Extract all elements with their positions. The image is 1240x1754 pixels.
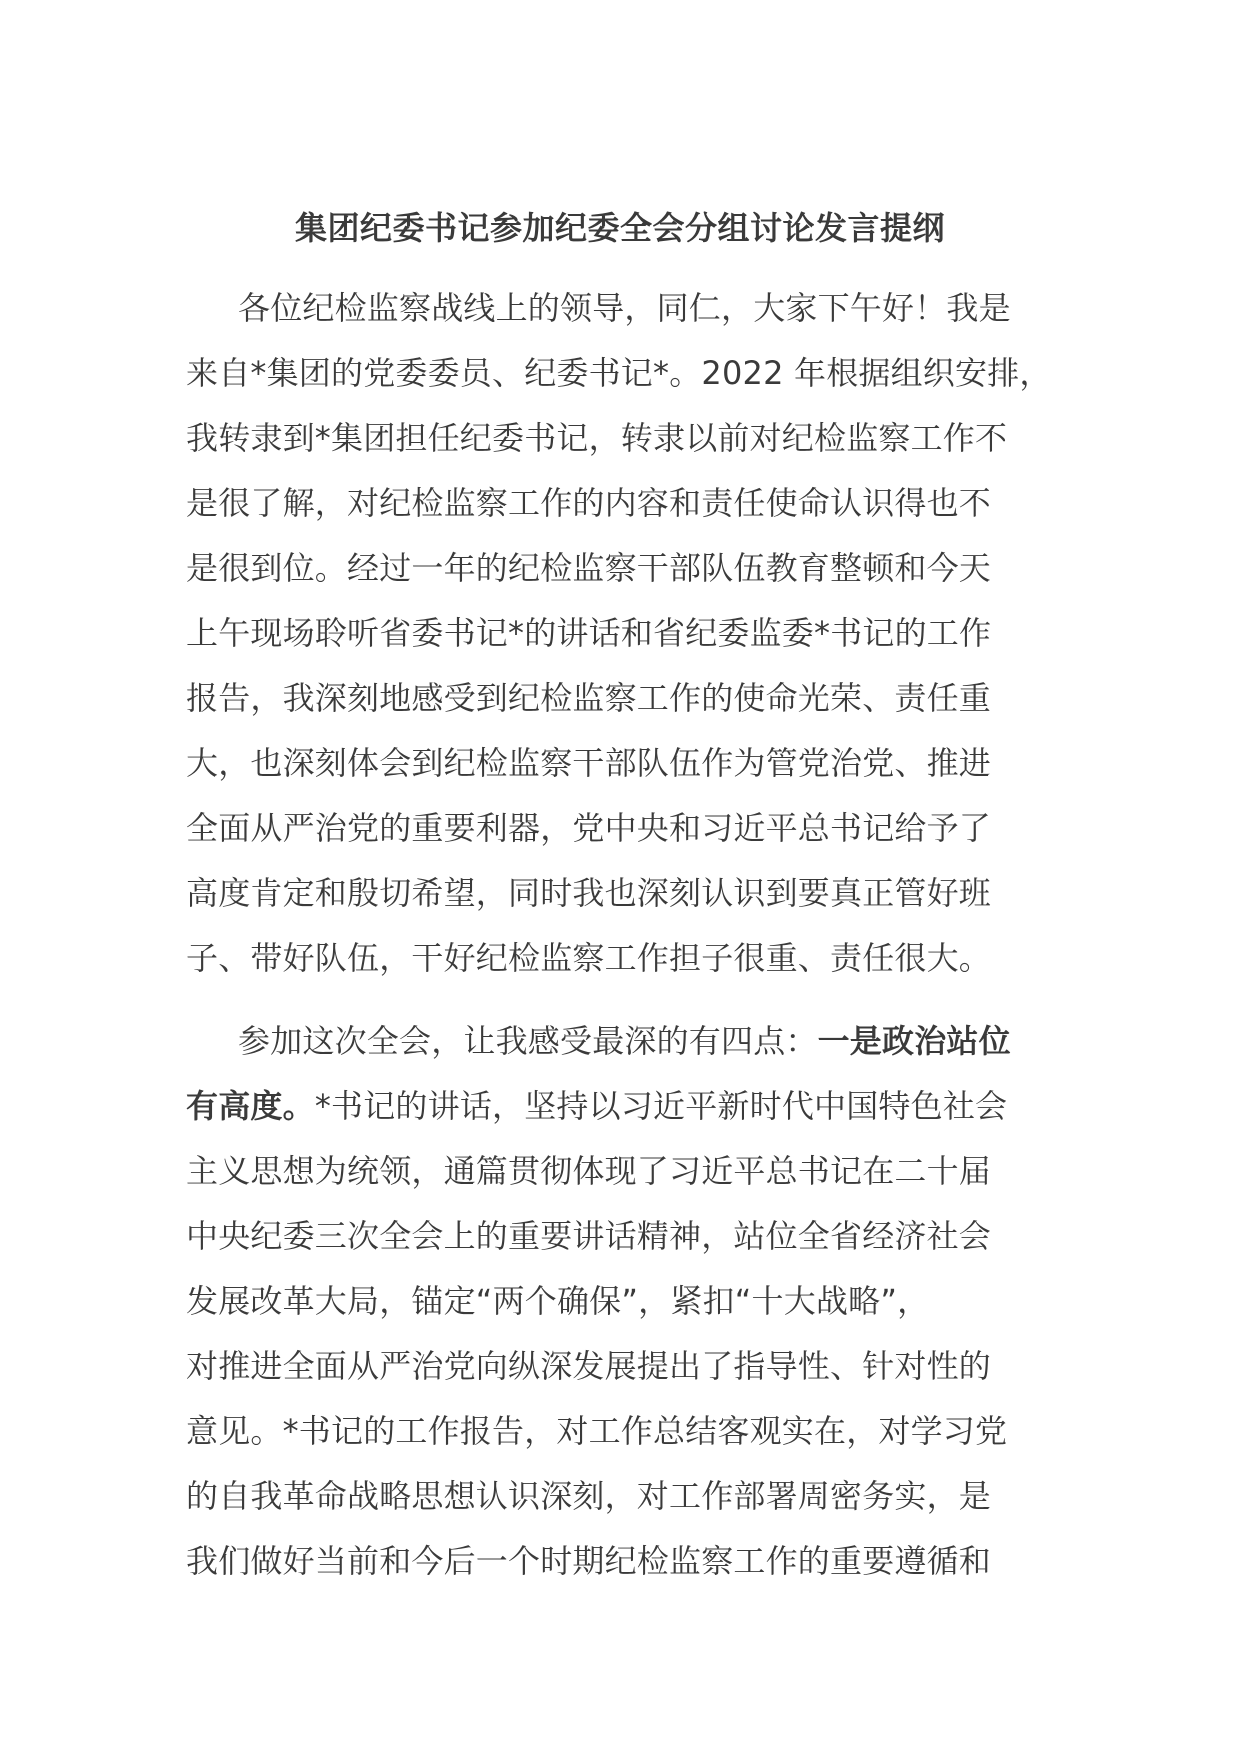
paragraph-line: 意见。*书记的工作报告，对工作总结客观实在，对学习党 <box>186 1412 1008 1450</box>
paragraph-line <box>186 1074 1086 1139</box>
paragraph-line: 是很了解，对纪检监察工作的内容和责任使命认识得也不 <box>186 484 992 522</box>
paragraph-text: *书记的讲话，坚持以习近平新时代中国特色社会 <box>314 1087 1008 1125</box>
paragraph-line: 是很到位。经过一年的纪检监察干部队伍教育整顿和今天 <box>186 549 992 587</box>
paragraph-line: 上午现场聆听省委书记*的讲话和省纪委监委*书记的工作 <box>186 614 992 652</box>
paragraph-line: 中央纪委三次全会上的重要讲话精神，站位全省经济社会 <box>186 1217 992 1255</box>
paragraph-line: 的自我革命战略思想认识深刻，对工作部署周密务实，是 <box>186 1477 992 1515</box>
paragraph-line: 对推进全面从严治党向纵深发展提出了指导性、针对性的 <box>186 1347 992 1385</box>
paragraph-line: 我们做好当前和今后一个时期纪检监察工作的重要遵循和 <box>186 1542 992 1580</box>
paragraph-1 <box>186 276 1086 991</box>
emphasis-text: 一是政治站位 <box>817 1022 1011 1060</box>
paragraph-line: 子、带好队伍，干好纪检监察工作担子很重、责任很大。 <box>186 939 992 977</box>
paragraph-text: 参加这次全会，让我感受最深的有四点： <box>238 1022 818 1060</box>
paragraph-line: 主义思想为统领，通篇贯彻体现了习近平总书记在二十届 <box>186 1152 992 1190</box>
paragraph-line: 报告，我深刻地感受到纪检监察工作的使命光荣、责任重 <box>186 679 992 717</box>
paragraph-line: 大，也深刻体会到纪检监察干部队伍作为管党治党、推进 <box>186 744 992 782</box>
paragraph-line: 全面从严治党的重要利器，党中央和习近平总书记给予了 <box>186 809 992 847</box>
paragraph-2 <box>186 1009 1086 1594</box>
document-title: 集团纪委书记参加纪委全会分组讨论发言提纲 <box>294 209 945 247</box>
paragraph-line: 来自*集团的党委委员、纪委书记*。2022 年根据组织安排， <box>186 354 1052 392</box>
paragraph-line: 各位纪检监察战线上的领导，同仁，大家下午好！我是 <box>238 289 1011 327</box>
paragraph-line: 高度肯定和殷切希望，同时我也深刻认识到要真正管好班 <box>186 874 992 912</box>
paragraph-line: 我转隶到*集团担任纪委书记，转隶以前对纪检监察工作不 <box>186 419 1008 457</box>
emphasis-text: 有高度。 <box>186 1087 315 1125</box>
paragraph-line <box>186 1009 1086 1074</box>
paragraph-line: 发展改革大局，锚定“两个确保”，紧扣“十大战略”， <box>186 1282 930 1320</box>
